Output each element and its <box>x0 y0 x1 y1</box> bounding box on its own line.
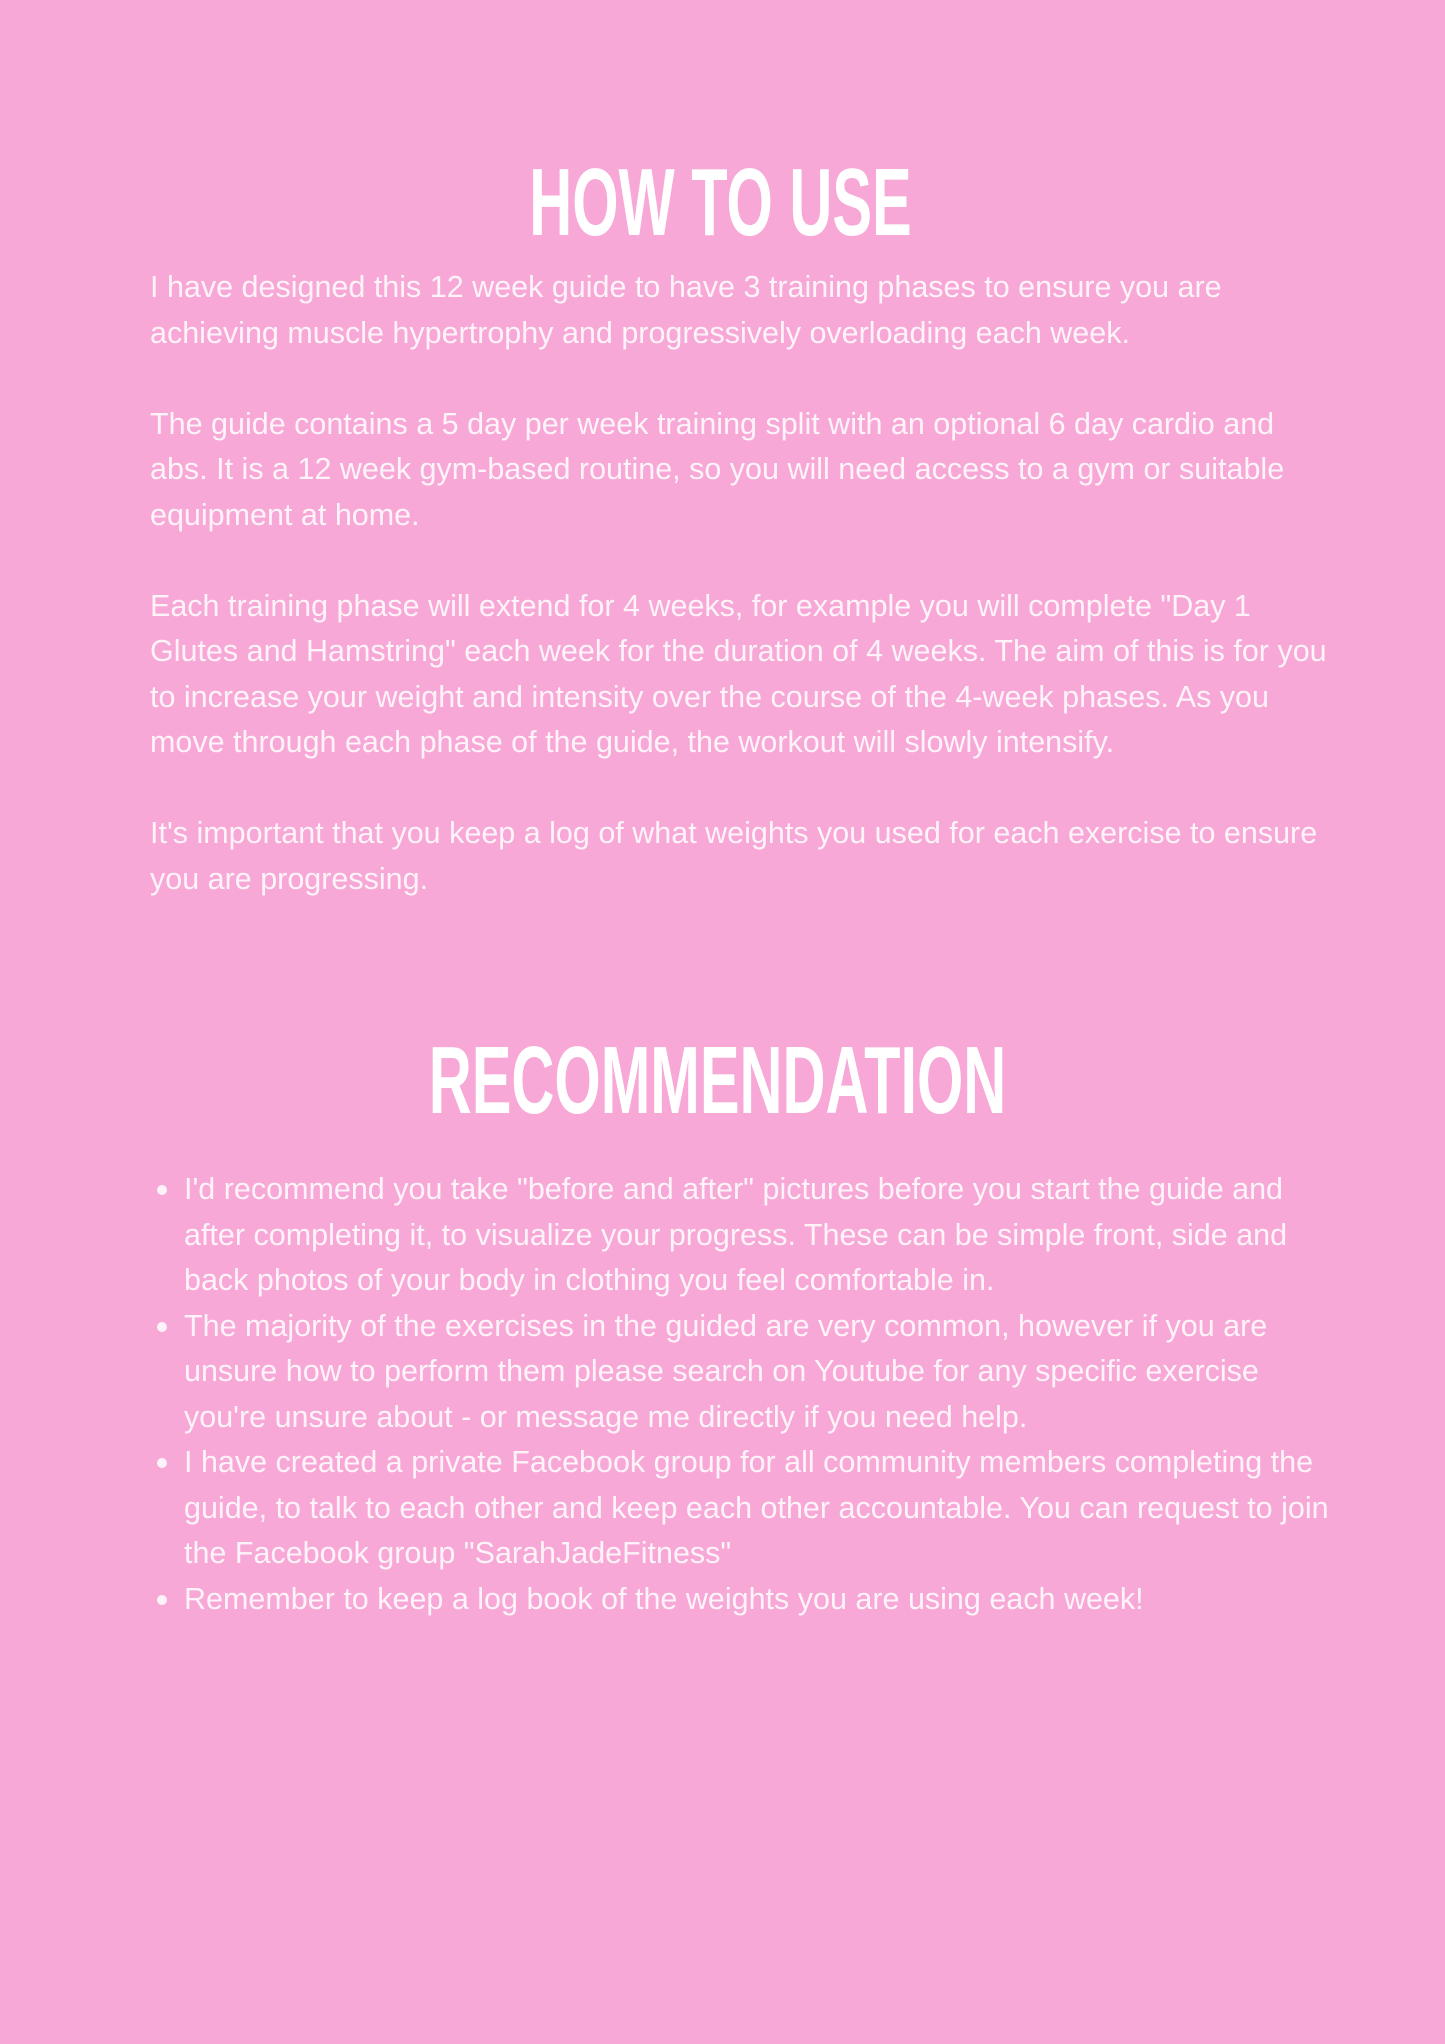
recommendation-heading: RECOMMENDATION <box>428 1027 1007 1134</box>
bullet-icon <box>157 1185 167 1195</box>
recommendation-list <box>150 1167 1330 1622</box>
intro-paragraph-2: The guide contains a 5 day per week training split with an optional 6 day cardio and abs. It is a 12 week gym-based routine, so you will need access to a gym or suitable equipment at home. <box>150 406 1285 532</box>
recommendation-text: I have created a private Facebook group for all community members completing the guide, to talk to each other and keep each other accountable. You can request to join the Facebook group "SarahJadeFitness" <box>184 1445 1329 1570</box>
bullet-icon <box>157 1458 167 1468</box>
recommendation-item <box>150 1577 1330 1623</box>
recommendation-text: The majority of the exercises in the guided are very common, however if you are unsure how to perform them please search on Youtube for any specific exercise you're unsure about - or message me directly if you need help. <box>184 1308 1268 1434</box>
bullet-icon <box>157 1322 167 1332</box>
bullet-icon <box>157 1595 167 1605</box>
how-to-use-body <box>150 265 1330 948</box>
intro-paragraph-4: It's important that you keep a log of what weights you used for each exercise to ensure you are progressing. <box>150 816 1318 896</box>
recommendation-text: I'd recommend you take "before and after" pictures before you start the guide and after completing it, to visualize your progress. These can be simple front, side and back photos of your body in clothing you feel comfortable in. <box>184 1172 1288 1297</box>
recommendation-item <box>150 1440 1330 1577</box>
how-to-use-heading: HOW TO USE <box>529 149 912 256</box>
intro-paragraph-1: I have designed this 12 week guide to have 3 training phases to ensure you are achieving muscle hypertrophy and progressively overloading each week. <box>150 270 1222 350</box>
intro-paragraph-3: Each training phase will extend for 4 weeks, for example you will complete "Day 1 Glutes and Hamstring" each week for the duration of 4 weeks. The aim of this is for you to increase your weight and intensity over the course of the 4-week phases. As you move through each phase of the guide, the workout will slowly intensify. <box>150 588 1327 759</box>
recommendation-item <box>150 1167 1330 1304</box>
recommendation-text: Remember to keep a log book of the weights you are using each week! <box>184 1581 1144 1616</box>
recommendation-item <box>150 1304 1330 1441</box>
